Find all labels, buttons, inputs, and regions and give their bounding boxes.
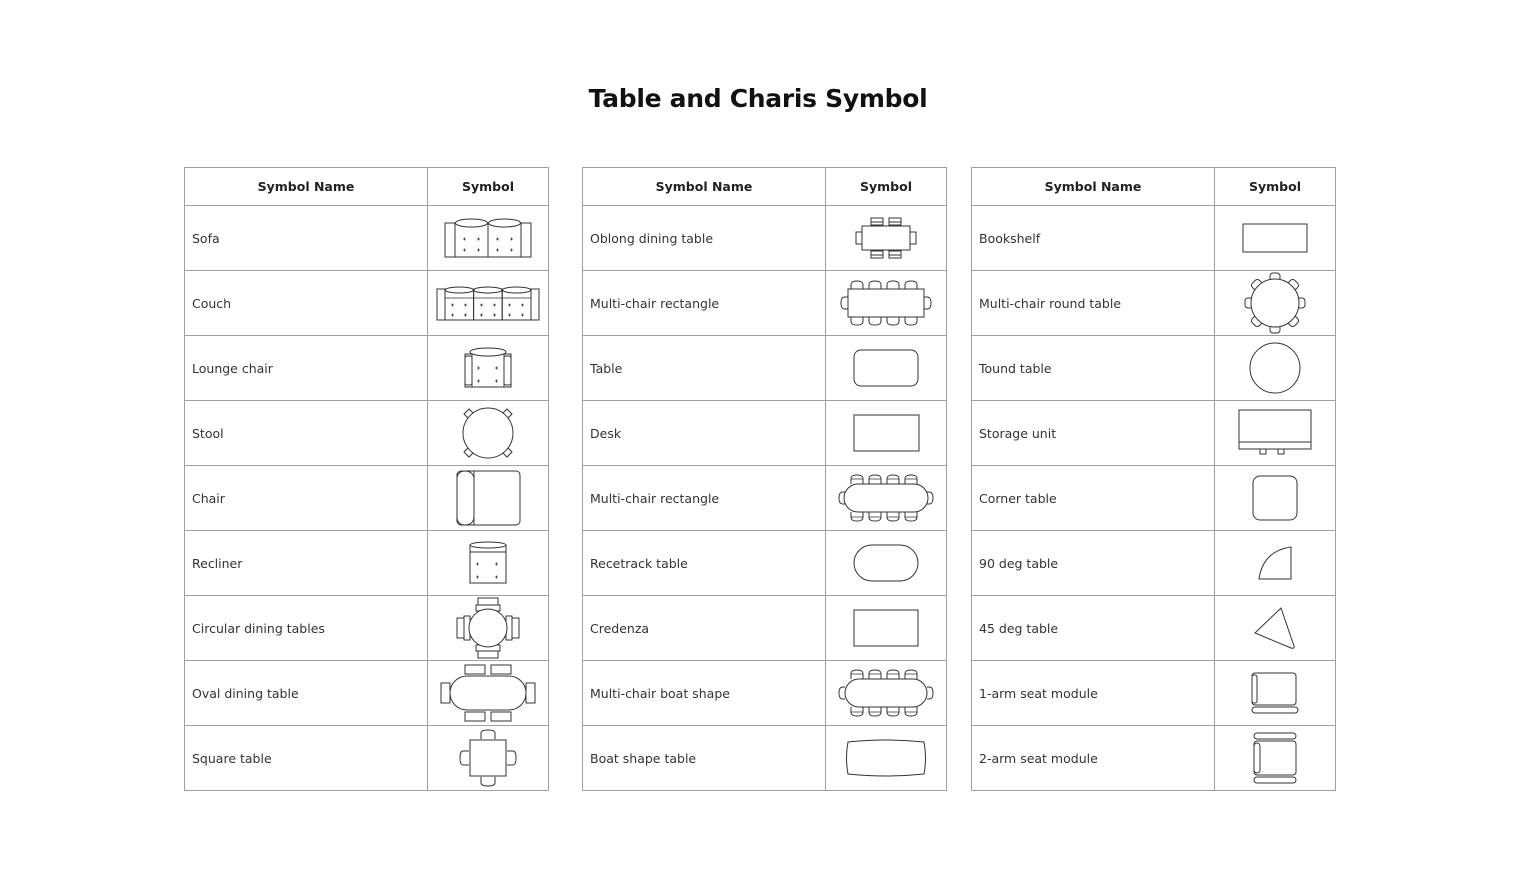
90-deg-table-icon xyxy=(1258,546,1292,580)
table-row xyxy=(185,271,549,336)
symbol-name: Credenza xyxy=(583,596,826,661)
table-row xyxy=(583,726,947,791)
symbol-name: Multi-chair rectangle xyxy=(583,466,826,531)
symbol-name: Table xyxy=(583,336,826,401)
stool-icon xyxy=(460,405,516,461)
recliner-icon xyxy=(466,541,510,585)
round-table-icon xyxy=(1249,342,1301,394)
symbol-name: Square table xyxy=(185,726,428,791)
symbol-table-1 xyxy=(184,167,549,791)
table-row xyxy=(972,531,1336,596)
table-row xyxy=(583,466,947,531)
symbol-name: 2-arm seat module xyxy=(972,726,1215,791)
symbol-name: Circular dining tables xyxy=(185,596,428,661)
oval-dining-table-icon xyxy=(440,664,536,722)
symbol-name: Desk xyxy=(583,401,826,466)
table-row xyxy=(972,336,1336,401)
symbol-name: Boat shape table xyxy=(583,726,826,791)
table-icon xyxy=(853,349,919,387)
page-title: Table and Charis Symbol xyxy=(588,84,928,113)
symbol-name: Lounge chair xyxy=(185,336,428,401)
table-row xyxy=(185,596,549,661)
2-arm-seat-module-icon xyxy=(1252,732,1298,784)
symbol-name: Sofa xyxy=(185,206,428,271)
circular-dining-table-icon xyxy=(456,597,520,659)
symbol-name: Multi-chair boat shape xyxy=(583,661,826,726)
table-row xyxy=(972,661,1336,726)
racetrack-table-icon xyxy=(853,544,919,582)
square-table-icon xyxy=(459,729,517,787)
storage-unit-icon xyxy=(1238,409,1312,457)
multi-chair-rounded-rectangle-icon xyxy=(838,474,934,522)
symbol-name: Oblong dining table xyxy=(583,206,826,271)
boat-shape-table-icon xyxy=(845,739,927,777)
column-header-symbol: Symbol xyxy=(428,168,549,206)
table-row xyxy=(972,596,1336,661)
table-row xyxy=(972,726,1336,791)
table-row xyxy=(185,726,549,791)
symbol-name: Recetrack table xyxy=(583,531,826,596)
table-row xyxy=(583,596,947,661)
symbol-name: Oval dining table xyxy=(185,661,428,726)
table-row xyxy=(583,336,947,401)
table-row xyxy=(972,206,1336,271)
table-row xyxy=(972,401,1336,466)
multi-chair-rectangle-icon xyxy=(840,280,932,326)
symbol-table-3 xyxy=(971,167,1336,791)
column-header-symbol-name: Symbol Name xyxy=(185,168,428,206)
symbol-name: Tound table xyxy=(972,336,1215,401)
bookshelf-icon xyxy=(1242,223,1308,253)
table-row xyxy=(972,271,1336,336)
symbol-name: Storage unit xyxy=(972,401,1215,466)
table-row xyxy=(185,661,549,726)
45-deg-table-icon xyxy=(1253,606,1297,650)
multi-chair-boat-shape-icon xyxy=(838,669,934,717)
table-row xyxy=(185,401,549,466)
symbol-name: Recliner xyxy=(185,531,428,596)
table-row xyxy=(583,401,947,466)
chair-icon xyxy=(454,469,522,527)
symbol-name: Stool xyxy=(185,401,428,466)
table-row xyxy=(583,531,947,596)
credenza-icon xyxy=(853,609,919,647)
table-row xyxy=(185,466,549,531)
corner-table-icon xyxy=(1252,475,1298,521)
column-header-symbol-name: Symbol Name xyxy=(972,168,1215,206)
table-row xyxy=(185,531,549,596)
table-row xyxy=(185,336,549,401)
symbol-name: 1-arm seat module xyxy=(972,661,1215,726)
symbol-name: Bookshelf xyxy=(972,206,1215,271)
column-header-symbol-name: Symbol Name xyxy=(583,168,826,206)
table-row xyxy=(972,466,1336,531)
symbol-name: Multi-chair rectangle xyxy=(583,271,826,336)
table-row xyxy=(583,661,947,726)
table-row xyxy=(583,206,947,271)
1-arm-seat-module-icon xyxy=(1250,671,1300,715)
symbol-table-2 xyxy=(582,167,947,791)
table-row xyxy=(583,271,947,336)
multi-chair-round-table-icon xyxy=(1244,272,1306,334)
column-header-symbol: Symbol xyxy=(826,168,947,206)
lounge-chair-icon xyxy=(460,346,516,390)
oblong-dining-table-icon xyxy=(855,217,917,259)
column-header-symbol: Symbol xyxy=(1215,168,1336,206)
symbol-name: 45 deg table xyxy=(972,596,1215,661)
symbol-name: Multi-chair round table xyxy=(972,271,1215,336)
symbol-name: Couch xyxy=(185,271,428,336)
couch-icon xyxy=(435,284,541,322)
table-row xyxy=(185,206,549,271)
desk-icon xyxy=(853,414,920,452)
sofa-icon xyxy=(443,217,533,259)
symbol-name: Corner table xyxy=(972,466,1215,531)
symbol-name: 90 deg table xyxy=(972,531,1215,596)
symbol-name: Chair xyxy=(185,466,428,531)
